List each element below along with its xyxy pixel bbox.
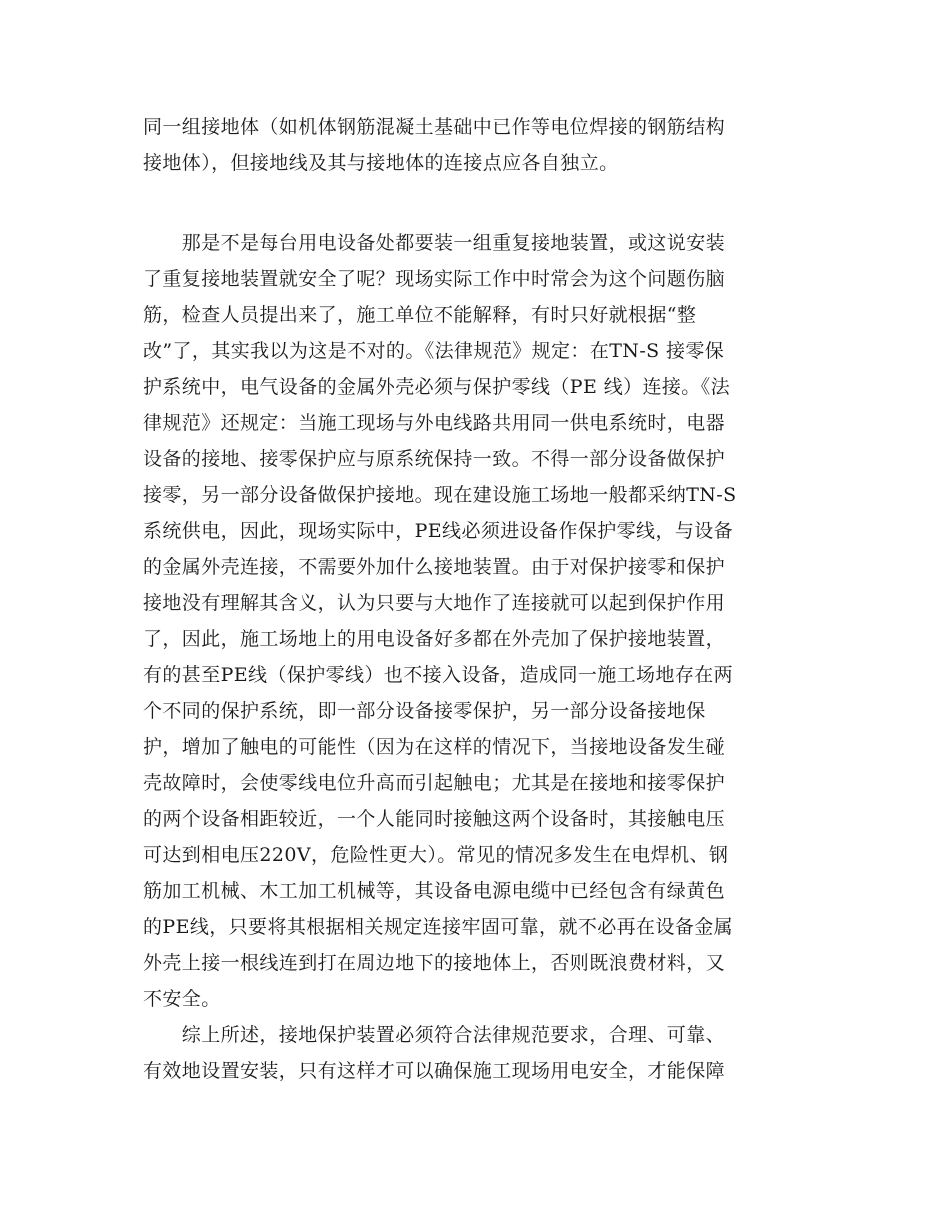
text-line: 系统供电，因此，现场实际中，PE线必须进设备作保护零线，与设备 (143, 520, 734, 542)
text-line: 个不同的保护系统，即一部分设备接零保护，另一部分设备接地保 (143, 700, 706, 722)
paragraph-repeat-grounding (143, 225, 823, 1017)
text-line: 同一组接地体（如机体钢筋混凝土基础中已作等电位焊接的钢筋结构 (143, 116, 726, 138)
text-line: 可达到相电压220V，危险性更大）。常见的情况多发生在电焊机、钢 (143, 844, 729, 866)
paragraph-conclusion (143, 1017, 823, 1089)
paragraph-grounding-body (143, 109, 823, 181)
text-line: 了，因此，施工场地上的用电设备好多都在外壳加了保护接地装置， (143, 628, 726, 650)
text-line: 不安全。 (143, 988, 221, 1010)
text-line: 的金属外壳连接，不需要外加什么接地装置。由于对保护接零和保护 (143, 556, 726, 578)
text-line: 接零，另一部分设备做保护接地。现在建设施工场地一般都采纳TN-S (143, 484, 737, 506)
text-line: 筋，检查人员提出来了，施工单位不能解释，有时只好就根据“整 (143, 304, 697, 326)
text-line: 接地体），但接地线及其与接地体的连接点应各自独立。 (143, 152, 619, 174)
text-line: 有效地设置安装，只有这样才可以确保施工现场用电安全，才能保障 (143, 1060, 726, 1082)
text-line: 接地没有理解其含义，认为只要与大地作了连接就可以起到保护作用 (143, 592, 726, 614)
text-line: 护系统中，电气设备的金属外壳必须与保护零线（PE 线）连接。《法 (143, 376, 730, 398)
text-line: 改”了，其实我以为这是不对的。《法律规范》规定：在TN-S 接零保 (143, 340, 725, 362)
text-line: 律规范》还规定：当施工现场与外电线路共用同一供电系统时，电器 (143, 412, 726, 434)
text-line: 的PE线，只要将其根据相关规定连接牢固可靠，就不必再在设备金属 (143, 916, 734, 938)
text-line: 那是不是每台用电设备处都要装一组重复接地装置，或这说安装 (143, 232, 726, 254)
text-line: 综上所述，接地保护装置必须符合法律规范要求，合理、可靠、 (143, 1024, 726, 1046)
text-line: 壳故障时，会使零线电位升高而引起触电；尤其是在接地和接零保护 (143, 772, 726, 794)
text-line: 护，增加了触电的可能性（因为在这样的情况下，当接地设备发生碰 (143, 736, 726, 758)
text-line: 的两个设备相距较近，一个人能同时接触这两个设备时，其接触电压 (143, 808, 726, 830)
text-line: 设备的接地、接零保护应与原系统保持一致。不得一部分设备做保护 (143, 448, 726, 470)
text-line: 有的甚至PE线（保护零线）也不接入设备，造成同一施工场地存在两 (143, 664, 734, 686)
text-line: 筋加工机械、木工加工机械等，其设备电源电缆中已经包含有绿黄色 (143, 880, 726, 902)
text-line: 了重复接地装置就安全了呢？现场实际工作中时常会为这个问题伤脑 (143, 268, 726, 290)
text-line: 外壳上接一根线连到打在周边地下的接地体上，否则既浪费材料，又 (143, 952, 726, 974)
